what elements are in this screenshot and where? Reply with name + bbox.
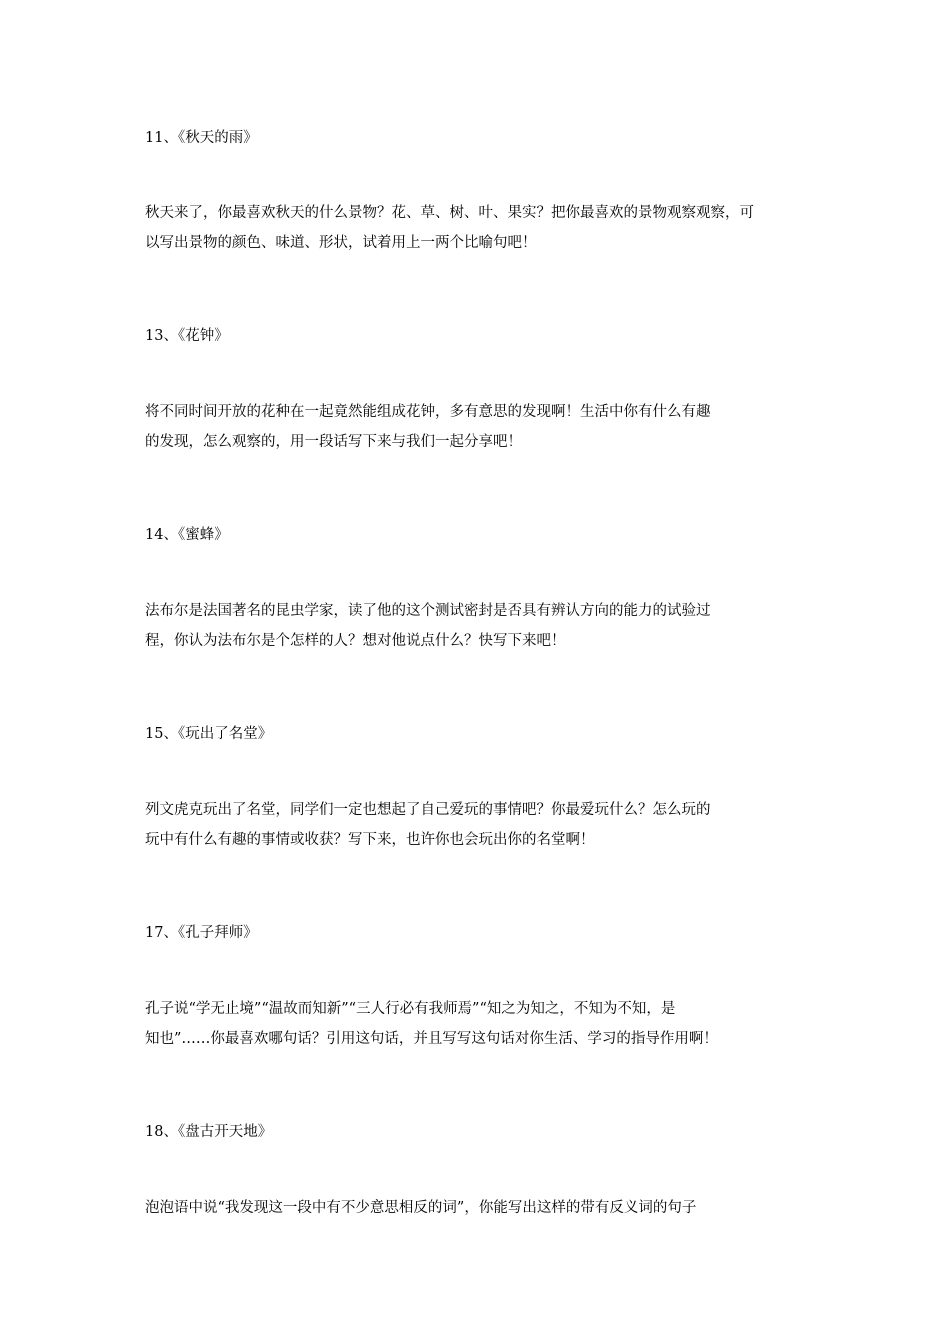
section-paragraph bbox=[145, 795, 809, 855]
paragraph-line: 法布尔是法国著名的昆虫学家，读了他的这个测试密封是否具有辨认方向的能力的试验过 bbox=[145, 603, 711, 619]
section-heading: 13、《花钟》 bbox=[145, 328, 229, 344]
section-heading: 18、《盘古开天地》 bbox=[145, 1124, 273, 1140]
paragraph-line: 将不同时间开放的花种在一起竟然能组成花钟，多有意思的发现啊！生活中你有什么有趣 bbox=[145, 404, 711, 420]
paragraph-line: 孔子说“学无止境”“温故而知新”“三人行必有我师焉”“知之为知之，不知为不知，是 bbox=[145, 1001, 676, 1017]
paragraph-line: 程，你认为法布尔是个怎样的人？想对他说点什么？快写下来吧！ bbox=[145, 633, 566, 649]
section-heading: 11、《秋天的雨》 bbox=[145, 130, 258, 146]
paragraph-line: 泡泡语中说“我发现这一段中有不少意思相反的词”，你能写出这样的带有反义词的句子 bbox=[145, 1200, 697, 1216]
section-heading: 17、《孔子拜师》 bbox=[145, 925, 258, 941]
section-paragraph bbox=[145, 397, 809, 457]
paragraph-line: 以写出景物的颜色、味道、形状，试着用上一两个比喻句吧！ bbox=[145, 235, 537, 251]
paragraph-line: 知也”……你最喜欢哪句话？引用这句话，并且写写这句话对你生活、学习的指导作用啊！ bbox=[145, 1031, 718, 1047]
section-paragraph bbox=[145, 198, 809, 258]
section-paragraph bbox=[145, 596, 809, 656]
paragraph-line: 玩中有什么有趣的事情或收获？写下来，也许你也会玩出你的名堂啊！ bbox=[145, 832, 595, 848]
section-paragraph bbox=[145, 994, 809, 1054]
paragraph-line: 秋天来了，你最喜欢秋天的什么景物？花、草、树、叶、果实？把你最喜欢的景物观察观察，可 bbox=[145, 205, 754, 221]
paragraph-line: 列文虎克玩出了名堂，同学们一定也想起了自己爱玩的事情吧？你最爱玩什么？怎么玩的 bbox=[145, 802, 711, 818]
section-heading: 15、《玩出了名堂》 bbox=[145, 726, 273, 742]
section-paragraph bbox=[145, 1193, 809, 1223]
section-heading: 14、《蜜蜂》 bbox=[145, 527, 229, 543]
paragraph-line: 的发现，怎么观察的，用一段话写下来与我们一起分享吧！ bbox=[145, 434, 522, 450]
